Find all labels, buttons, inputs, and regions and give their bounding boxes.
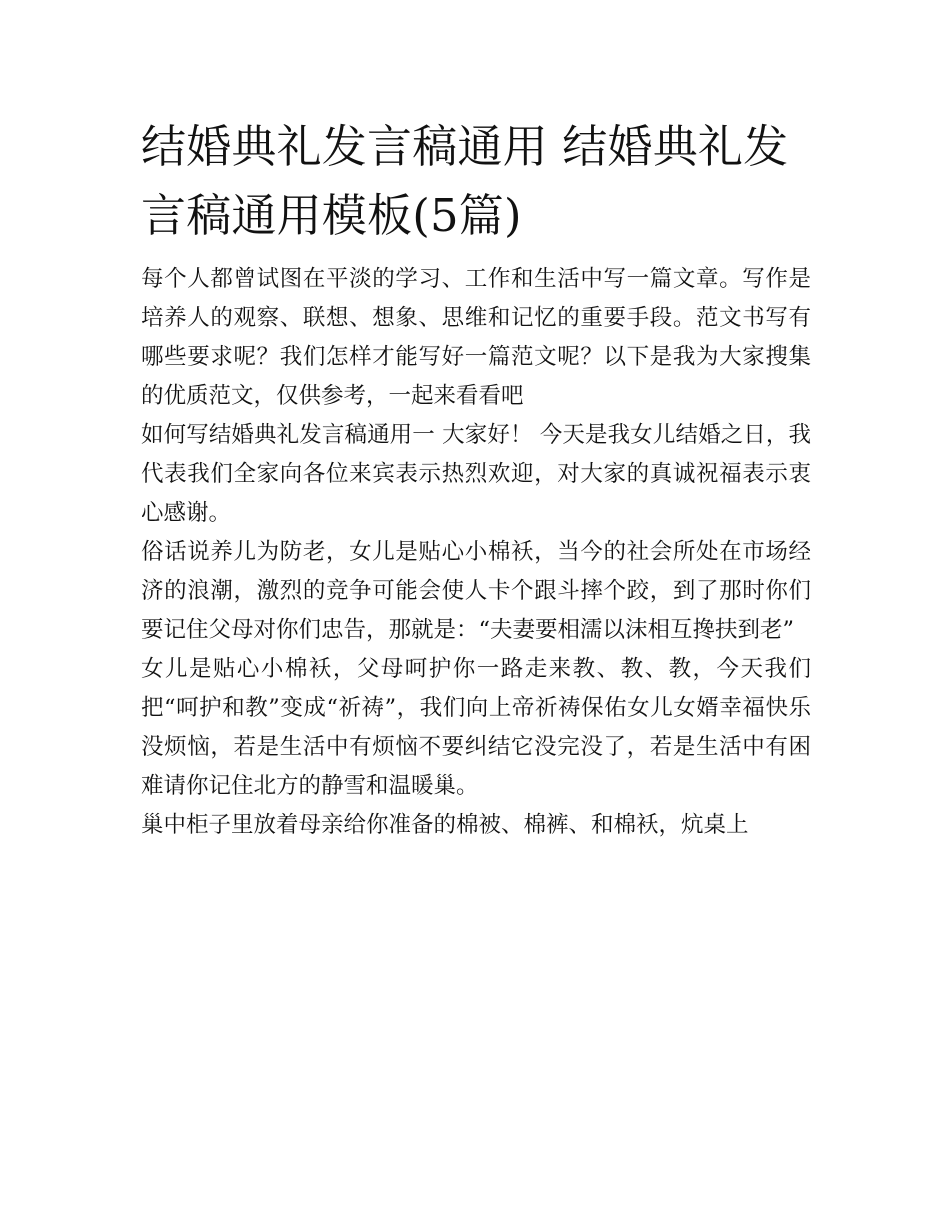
document-title: 结婚典礼发言稿通用 结婚典礼发言稿通用模板(5篇) <box>141 120 789 242</box>
paragraph-greeting: 如何写结婚典礼发言稿通用一 大家好！ 今天是我女儿结婚之日，我代表我们全家向各位来宾表示热烈欢迎，对大家的真诚祝福表示衷心感谢。 <box>141 422 811 526</box>
paragraph-nest: 巢中柜子里放着母亲给你准备的棉被、棉裤、和棉袄，炕桌上 <box>141 812 749 838</box>
paragraph-proverb: 俗话说养儿为防老，女儿是贴心小棉袄，当今的社会所处在市场经济的浪潮，激烈的竞争可能会使人卡个跟斗摔个跤，到了那时你们要记住父母对你们忠告，那就是：“夫妻要相濡以沫相互搀扶到老” <box>141 539 811 643</box>
document-content <box>141 112 811 845</box>
paragraph-intro: 每个人都曾试图在平淡的学习、工作和生活中写一篇文章。写作是培养人的观察、联想、想象、思维和记忆的重要手段。范文书写有哪些要求呢？我们怎样才能写好一篇范文呢？以下是我为大家搜集的优质范文，仅供参考，一起来看看吧 <box>141 266 811 409</box>
paragraph-blessing: 女儿是贴心小棉袄，父母呵护你一路走来教、教、教，今天我们把“呵护和教”变成“祈祷”，我们向上帝祈祷保佑女儿女婿幸福快乐没烦恼，若是生活中有烦恼不要纠结它没完没了，若是生活中有困难请你记住北方的静雪和温暖巢。 <box>141 656 811 799</box>
